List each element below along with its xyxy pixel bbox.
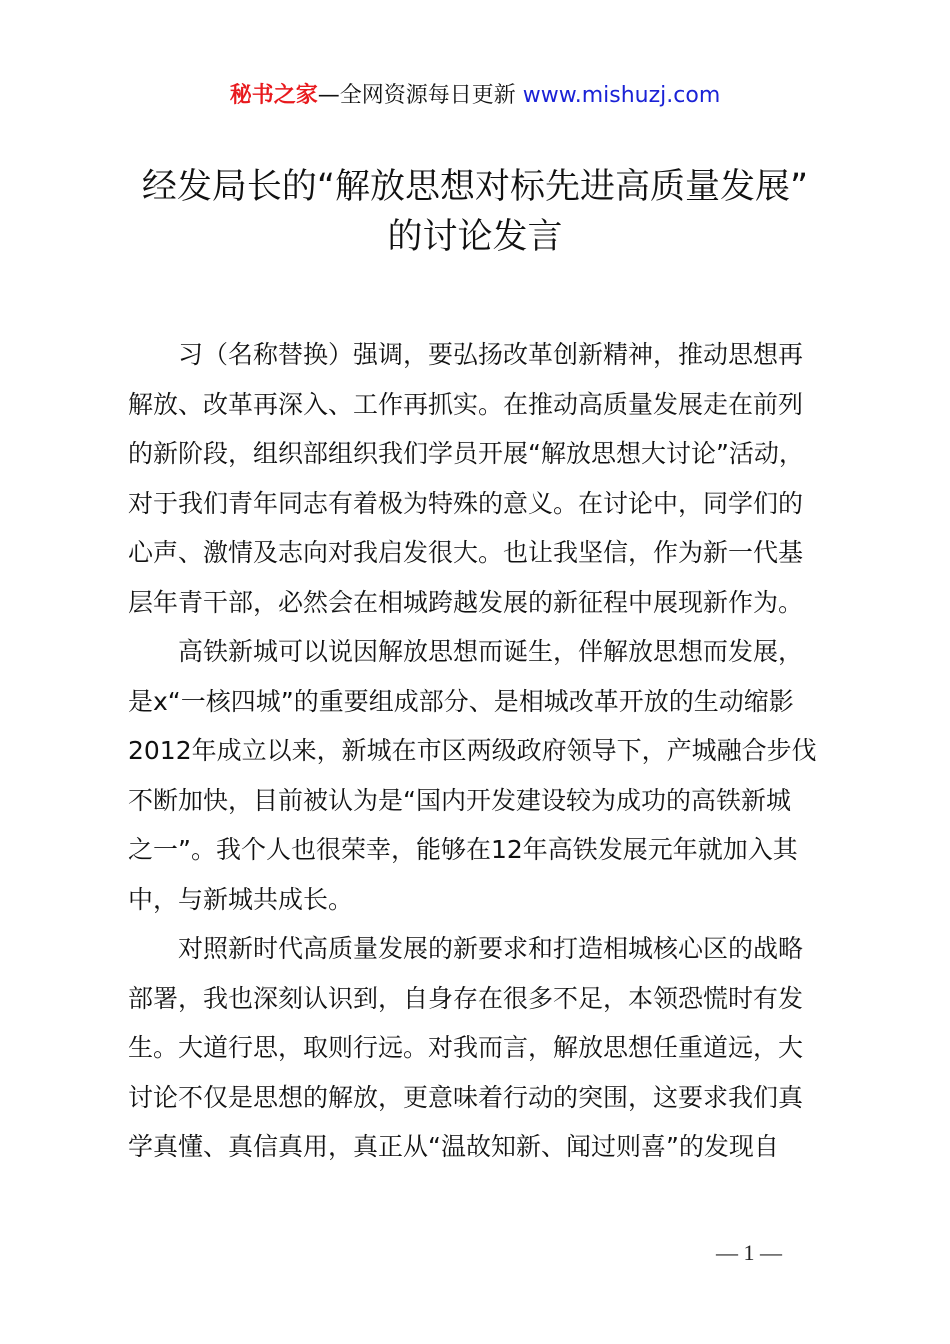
site-header	[0, 80, 950, 112]
body-line: 心声、激情及志向对我启发很大。也让我坚信，作为新一代基	[128, 538, 804, 567]
title-line-1: 经发局长的“解放思想对标先进高质量发展”	[141, 167, 809, 207]
body-line: 对照新时代高质量发展的新要求和打造相城核心区的战略	[128, 934, 804, 963]
page-number: — 1 —	[716, 1240, 782, 1265]
body-line: 高铁新城可以说因解放思想而诞生，伴解放思想而发展，	[128, 637, 804, 666]
body-line: 解放、改革再深入、工作再抓实。在推动高质量发展走在前列	[128, 389, 804, 419]
body-line: 讨论不仅是思想的解放，更意味着行动的突围，这要求我们真	[128, 1082, 804, 1112]
site-tagline: —全网资源每日更新	[317, 83, 516, 108]
body-line: 生。大道行思，取则行远。对我而言，解放思想任重道远，大	[128, 1033, 804, 1062]
body-line: 中，与新城共成长。	[128, 884, 354, 914]
body-line: 是x“一核四城”的重要组成部分、是相城改革开放的生动缩影	[128, 686, 794, 716]
body-line: 的新阶段，组织部组织我们学员开展“解放思想大讨论”活动，	[128, 439, 804, 468]
body-line: 2012年成立以来，新城在市区两级政府领导下，产城融合步伐	[128, 736, 817, 765]
body-line: 之一”。我个人也很荣幸，能够在12年高铁发展元年就加入其	[128, 835, 798, 864]
document-title	[0, 162, 950, 262]
title-line-2: 的讨论发言	[387, 217, 563, 257]
body-line: 学真懂、真信真用，真正从“温故知新、闻过则喜”的发现自	[128, 1132, 779, 1161]
site-name: 秘书之家	[229, 83, 318, 108]
body-line: 对于我们青年同志有着极为特殊的意义。在讨论中，同学们的	[128, 488, 804, 518]
body-line: 习（名称替换）强调，要弘扬改革创新精神，推动思想再	[128, 340, 804, 369]
body-line: 不断加快，目前被认为是“国内开发建设较为成功的高铁新城	[128, 785, 791, 815]
body-line: 层年青干部，必然会在相城跨越发展的新征程中展现新作为。	[128, 587, 804, 617]
body-text	[128, 330, 838, 1172]
site-url-link[interactable]: www.mishuzj.com	[522, 83, 721, 108]
body-line: 部署，我也深刻认识到，自身存在很多不足，本领恐慌时有发	[128, 983, 804, 1013]
